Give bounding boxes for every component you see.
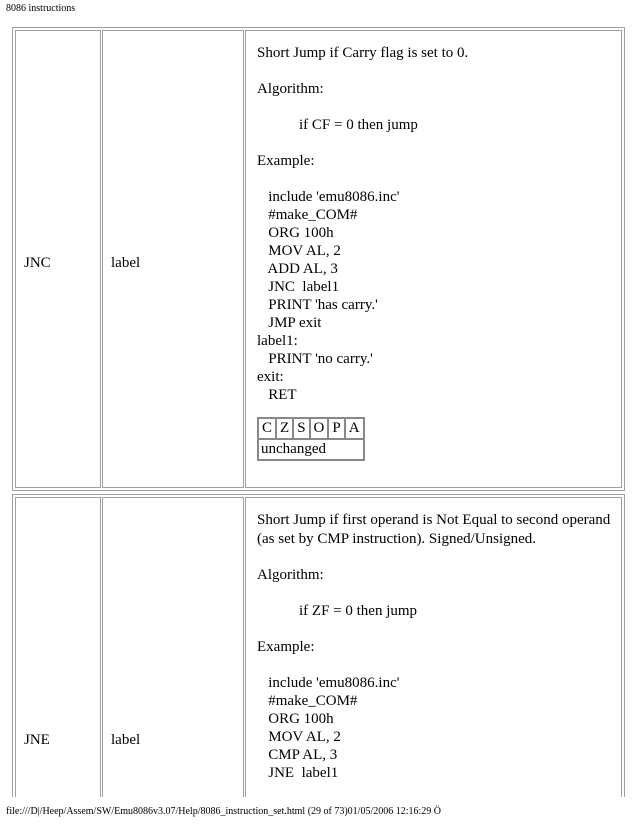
code-line: #make_COM#: [257, 693, 358, 709]
code-block: [257, 674, 617, 782]
code-line: #make_COM#: [257, 207, 358, 223]
code-line: JNC label1: [257, 279, 340, 295]
flag-name: P: [328, 418, 344, 439]
flag-name: Z: [276, 418, 293, 439]
flags-table: [257, 417, 365, 461]
page-header-title: 8086 instructions: [6, 3, 76, 14]
code-line: ADD AL, 3: [257, 261, 338, 277]
operands-cell: [102, 30, 244, 488]
algorithm-label: Algorithm:: [257, 567, 324, 583]
example-label: Example:: [257, 153, 315, 169]
table-row: [12, 494, 625, 797]
mnemonic-cell: [15, 30, 101, 488]
code-line: ORG 100h: [257, 711, 334, 727]
code-line: CMP AL, 3: [257, 747, 338, 763]
example-label: Example:: [257, 639, 315, 655]
mnemonic-text: JNE: [24, 732, 50, 748]
code-line: include 'emu8086.inc': [257, 189, 400, 205]
operands-text: label: [111, 255, 141, 271]
code-line: JMP exit: [257, 315, 322, 331]
code-line: JNE label1: [257, 765, 339, 781]
code-line: RET: [257, 387, 297, 403]
code-line: include 'emu8086.inc': [257, 675, 400, 691]
operands-text: label: [111, 732, 141, 748]
code-line: PRINT 'has carry.': [257, 297, 378, 313]
code-line: MOV AL, 2: [257, 243, 341, 259]
table-row: [12, 27, 625, 491]
code-line: PRINT 'no carry.': [257, 351, 373, 367]
code-line: label1:: [257, 333, 298, 349]
code-block: [257, 188, 617, 404]
description-cell: [245, 497, 622, 797]
page-footer-url: file:///D|/Heep/Assem/SW/Emu8086v3.07/Help/8086_instruction_set.html (29 of 73)01/05/2006 12:16:29 Ö: [6, 806, 442, 817]
description-cell: [245, 30, 622, 488]
algorithm-text: if CF = 0 then jump: [299, 117, 418, 133]
flag-name: O: [310, 418, 329, 439]
operands-cell: [102, 497, 244, 797]
mnemonic-text: JNC: [24, 255, 51, 271]
code-line: exit:: [257, 369, 284, 385]
instruction-table: [12, 27, 625, 797]
code-line: MOV AL, 2: [257, 729, 341, 745]
description-text: Short Jump if first operand is Not Equal to second operand (as set by CMP instruction). Signed/Unsigned.: [257, 512, 611, 547]
mnemonic-cell: [15, 497, 101, 797]
algorithm-label: Algorithm:: [257, 81, 324, 97]
description-text: Short Jump if Carry flag is set to 0.: [257, 45, 469, 61]
flag-name: S: [293, 418, 309, 439]
flags-status: unchanged: [258, 439, 364, 460]
flag-name: C: [258, 418, 276, 439]
code-line: ORG 100h: [257, 225, 334, 241]
flag-name: A: [345, 418, 364, 439]
algorithm-text: if ZF = 0 then jump: [299, 603, 418, 619]
